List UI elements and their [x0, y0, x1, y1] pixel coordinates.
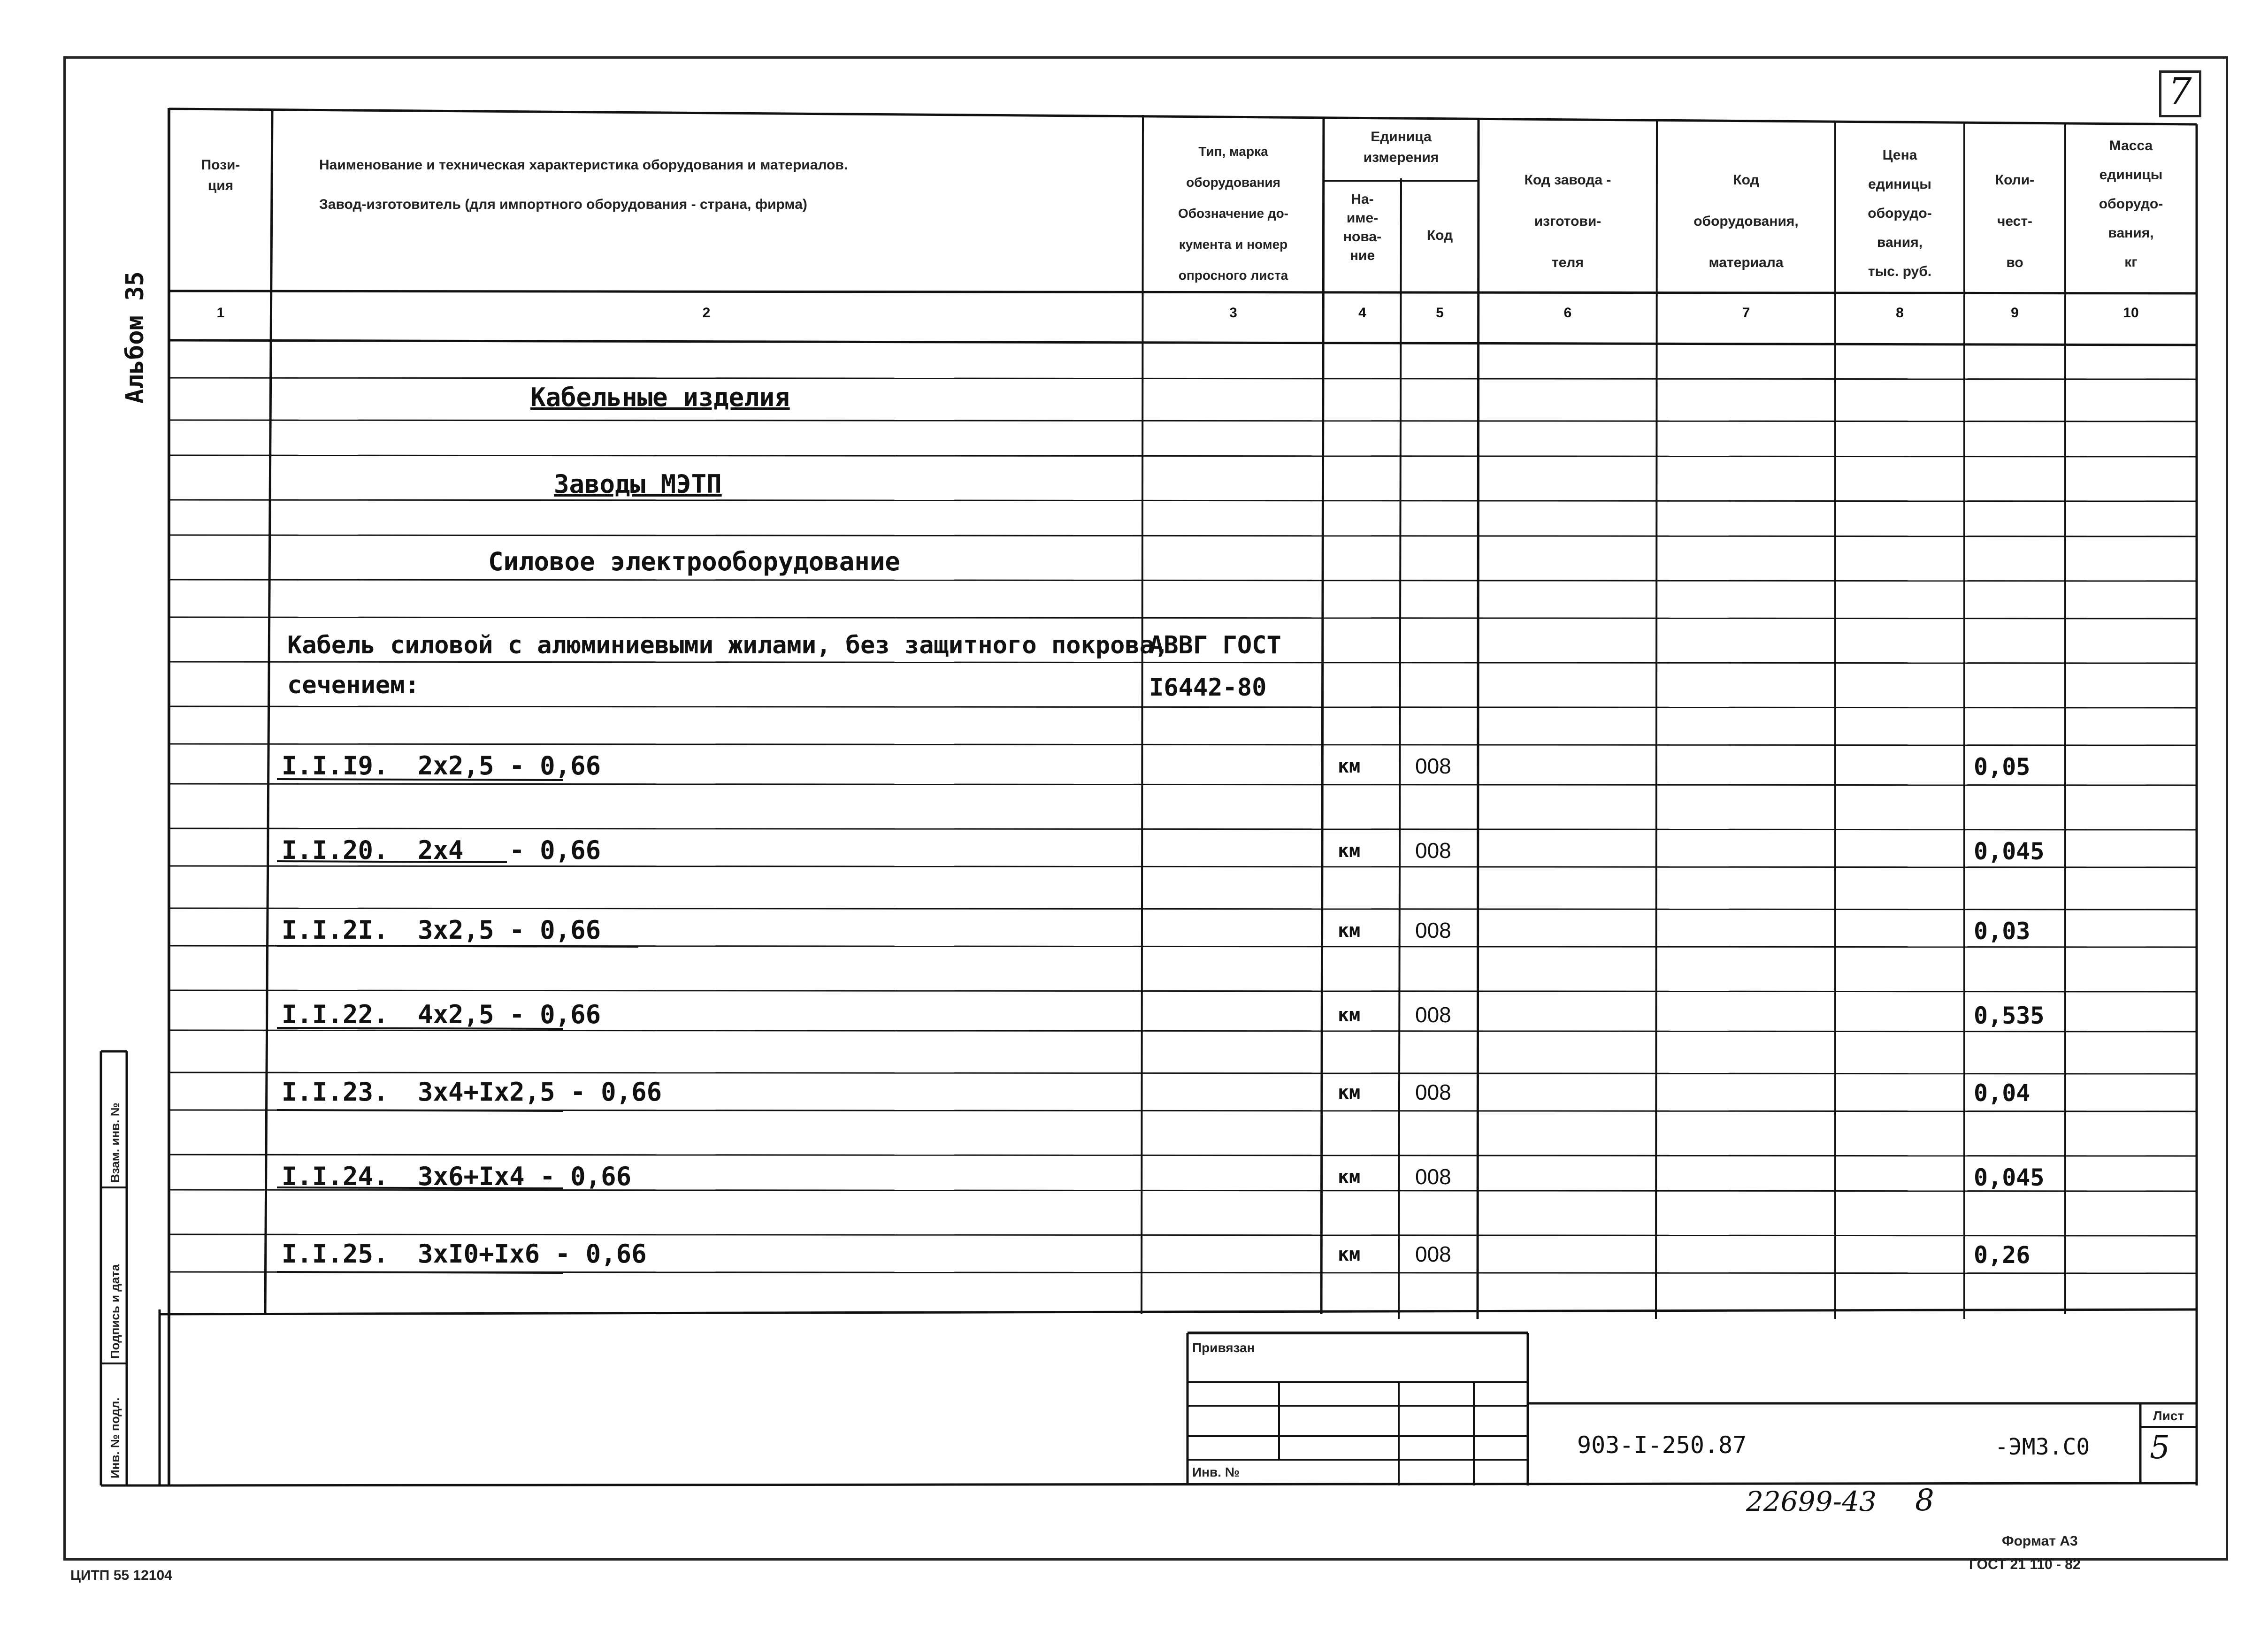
item-pos: I.I.24.	[282, 1162, 389, 1191]
footer-format: Формат А3	[2002, 1533, 2078, 1549]
sheet-corner-number: 7	[2168, 70, 2192, 113]
header-col9: Коли- чест- во	[1995, 172, 2035, 270]
colnum-8: 8	[1896, 305, 1904, 321]
section-title-plants: Заводы МЭТП	[554, 469, 722, 499]
item-qty: 0,04	[1974, 1079, 2030, 1107]
header-col8: Цена единицы оборудо- вания, тыс. руб.	[1868, 147, 1932, 279]
item-pos: I.I.22.	[282, 1000, 389, 1029]
header-col5: Код	[1426, 228, 1453, 243]
header-col3: Тип, марка оборудования Обозначение до- кумента и номер опросного листа	[1178, 144, 1289, 283]
item-qty: 0,045	[1974, 838, 2045, 865]
header-col2: Наименование и техническая характеристика оборудования и материалов. Завод-изготовитель (для импортного оборудования - страна, фирма)	[319, 157, 848, 212]
header-unit-group: Единица измерения	[1363, 129, 1439, 165]
handwritten-number: 22699-43	[1746, 1485, 1877, 1517]
footer-code: ЦИТП 55 12104	[70, 1568, 172, 1583]
item-section: 4х2,5 - 0,66	[418, 1000, 601, 1029]
item-section: 2х2,5 - 0,66	[418, 751, 601, 781]
item-section: 3х2,5 - 0,66	[418, 915, 601, 945]
item-qty: 0,05	[1974, 753, 2030, 781]
stamp-signature-date: Подпись и дата	[108, 1264, 122, 1359]
cable-type-line2: I6442-80	[1149, 674, 1267, 702]
item-pos: I.I.2I.	[282, 915, 389, 945]
item-section: 3хI0+Iх6 - 0,66	[418, 1239, 647, 1269]
colnum-3: 3	[1229, 305, 1237, 321]
cable-description-line1: Кабель силовой с алюминиевыми жилами, без защитного покрова,	[287, 631, 1169, 659]
header-col1: Пози- ция	[201, 157, 240, 193]
sheet-label: Лист	[2153, 1409, 2184, 1423]
item-qty: 0,045	[1974, 1164, 2045, 1191]
item-pos: I.I.25.	[282, 1239, 389, 1269]
header-col6: Код завода - изготови- теля	[1524, 172, 1611, 270]
album-side-label: Альбом 35	[121, 271, 149, 404]
item-unit: км	[1338, 1166, 1361, 1188]
stamp-replacement-inv: Взам. инв. №	[108, 1102, 122, 1183]
item-code: 008	[1415, 1080, 1451, 1104]
item-code: 008	[1415, 754, 1451, 778]
document-suffix: -ЭМ3.С0	[1995, 1434, 2090, 1460]
colnum-2: 2	[702, 305, 711, 321]
header-col4: На- име- нова- ние	[1343, 191, 1382, 263]
item-unit: км	[1338, 840, 1361, 862]
sheet-number: 5	[2150, 1429, 2170, 1466]
handwritten-digit: 8	[1915, 1483, 1934, 1518]
item-unit: км	[1338, 756, 1361, 777]
item-unit: км	[1338, 1244, 1361, 1265]
colnum-10: 10	[2123, 305, 2139, 321]
item-section: 2х4 - 0,66	[418, 835, 601, 865]
cable-type-line1: АВВГ ГОСТ	[1149, 631, 1281, 659]
item-section: 3х6+Iх4 - 0,66	[418, 1162, 632, 1191]
footer-gost: ГОСТ 21 110 - 82	[1969, 1557, 2081, 1572]
item-pos: I.I.I9.	[282, 751, 389, 781]
item-pos: I.I.23.	[282, 1077, 389, 1107]
colnum-6: 6	[1563, 305, 1572, 321]
colnum-4: 4	[1358, 305, 1366, 321]
item-unit: км	[1338, 920, 1361, 942]
item-unit: км	[1338, 1082, 1361, 1103]
item-qty: 0,03	[1974, 918, 2030, 945]
item-qty: 0,535	[1974, 1002, 2045, 1029]
stamp-inv-no: Инв. №	[1192, 1465, 1240, 1479]
cable-description-line2: сечением:	[287, 671, 420, 699]
item-code: 008	[1415, 918, 1451, 942]
item-qty: 0,26	[1974, 1241, 2030, 1269]
item-pos: I.I.20.	[282, 835, 389, 865]
section-title-power: Силовое электрооборудование	[488, 547, 900, 576]
header-col7: Код оборудования, материала	[1693, 172, 1799, 270]
document-code: 903-I-250.87	[1577, 1432, 1747, 1459]
item-code: 008	[1415, 1164, 1451, 1189]
stamp-privyazan: Привязан	[1192, 1340, 1255, 1355]
item-section: 3х4+Iх2,5 - 0,66	[418, 1077, 662, 1107]
item-unit: км	[1338, 1004, 1361, 1026]
item-code: 008	[1415, 838, 1451, 863]
colnum-1: 1	[216, 305, 225, 321]
item-code: 008	[1415, 1003, 1451, 1027]
item-code: 008	[1415, 1242, 1451, 1266]
colnum-9: 9	[2011, 305, 2019, 321]
header-col10: Масса единицы оборудо- вания, кг	[2099, 138, 2163, 270]
colnum-5: 5	[1436, 305, 1444, 321]
stamp-original-inv: Инв. № подл.	[108, 1397, 122, 1478]
colnum-7: 7	[1742, 305, 1750, 321]
section-title-cable: Кабельные изделия	[530, 383, 790, 412]
